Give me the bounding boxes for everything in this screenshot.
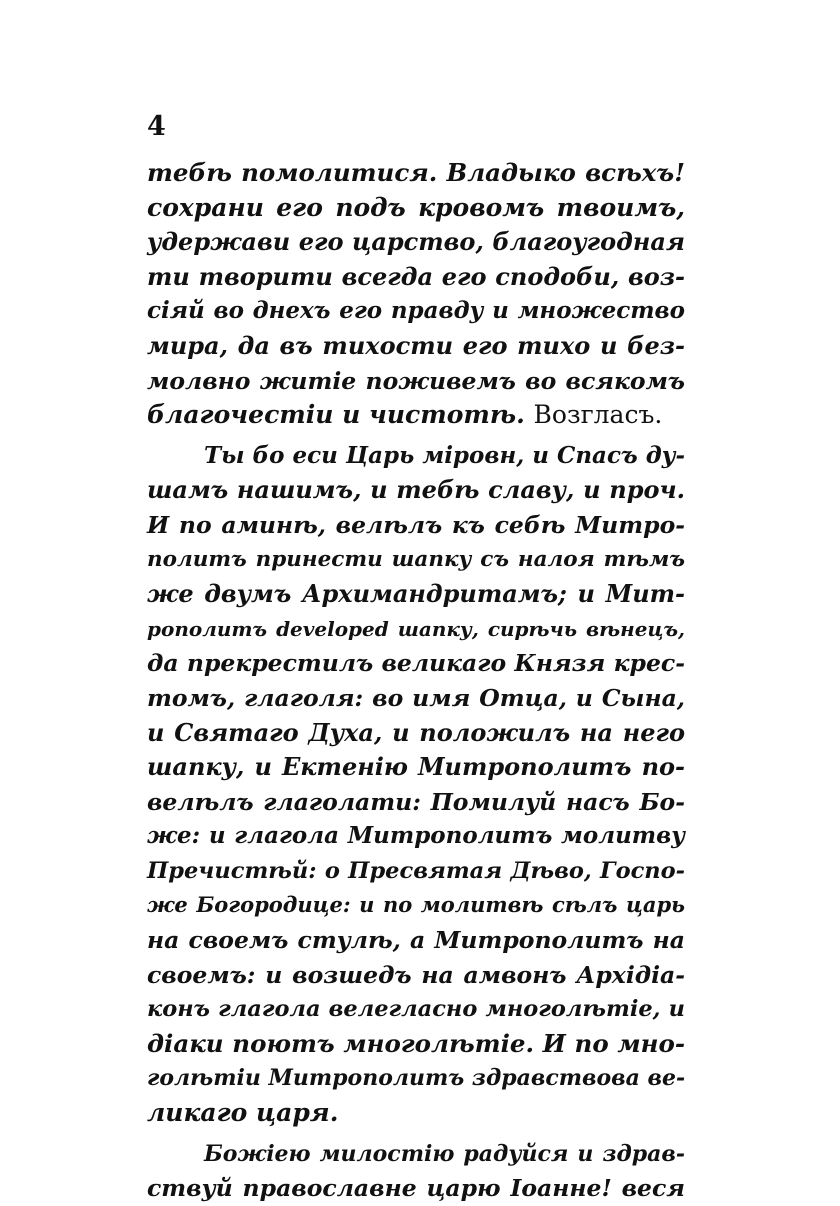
text-line-with-heading — [147, 398, 685, 433]
text-line: мира, да въ тихости его тихо и без- — [147, 330, 685, 360]
text-line-part: благочестіи и чистотѣ. — [147, 400, 525, 430]
text-line: Пречистѣй: о Пресвятая Дѣво, Госпо- — [147, 857, 685, 884]
text-line: же: и глагола Митрополитъ молитву — [147, 822, 685, 850]
text-line: шапку, и Ектенію Митрополитъ по- — [147, 752, 685, 782]
text-line: тебѣ помолитися. Владыко всѣхъ! — [147, 158, 685, 187]
text-line: голѣтіи Митрополитъ здравствова ве- — [147, 1065, 686, 1092]
text-line: діаки поютъ многолѣтіе. И по мно- — [147, 1028, 685, 1058]
text-line: на своемъ стулѣ, а Митрополитъ на — [147, 926, 685, 955]
text-line: томъ, глаголя: во имя Отца, и Сына, — [147, 683, 685, 712]
text-line: шамъ нашимъ, и тебѣ славу, и проч. — [147, 475, 685, 505]
text-line: удержави его царство, благоугодная — [147, 227, 685, 257]
page-number: 4 — [147, 111, 166, 142]
text-line: ствуй православне царю Іоанне! веся — [147, 1174, 685, 1203]
text-line: сіяй во днехъ его правду и множество — [147, 297, 685, 325]
text-line: Ты бо еси Царь міровн, и Спасъ ду- — [204, 441, 685, 469]
text-line: ти творити всегда его сподоби, воз- — [147, 261, 685, 291]
text-line: молвно житіе поживемъ во всякомъ — [147, 366, 685, 395]
text-line: же двумъ Архимандритамъ; и Мит- — [147, 579, 685, 609]
body-text — [147, 156, 685, 1206]
text-line: Божіею милостію радуйся и здрав- — [204, 1140, 685, 1167]
text-line: И по аминѣ, велѣлъ къ себѣ Митро- — [147, 510, 685, 539]
text-line: и Святаго Духа, и положилъ на него — [147, 717, 685, 747]
text-line: же Богородице: и по молитвѣ сѣлъ царь — [147, 892, 685, 918]
exclamation-label: Возгласъ. — [533, 400, 663, 430]
text-line: да прекрестилъ великаго Князя крес- — [147, 649, 685, 678]
text-line: конъ глагола велегласно многолѣтіе, и — [147, 996, 685, 1023]
text-line: велѣлъ глаголати: Помилуй насъ Бо- — [147, 787, 685, 816]
text-line: политъ принести шапку съ налоя тѣмъ — [147, 546, 685, 572]
text-line: сохрани его подъ кровомъ твоимъ, — [147, 192, 685, 222]
text-line: своемъ: и возшедъ на амвонъ Архідіа- — [147, 960, 685, 989]
text-line: рополитъ developed шапку, сирѣчь вѣнецъ, — [147, 616, 685, 641]
text-line: ликаго царя. — [147, 1098, 339, 1128]
